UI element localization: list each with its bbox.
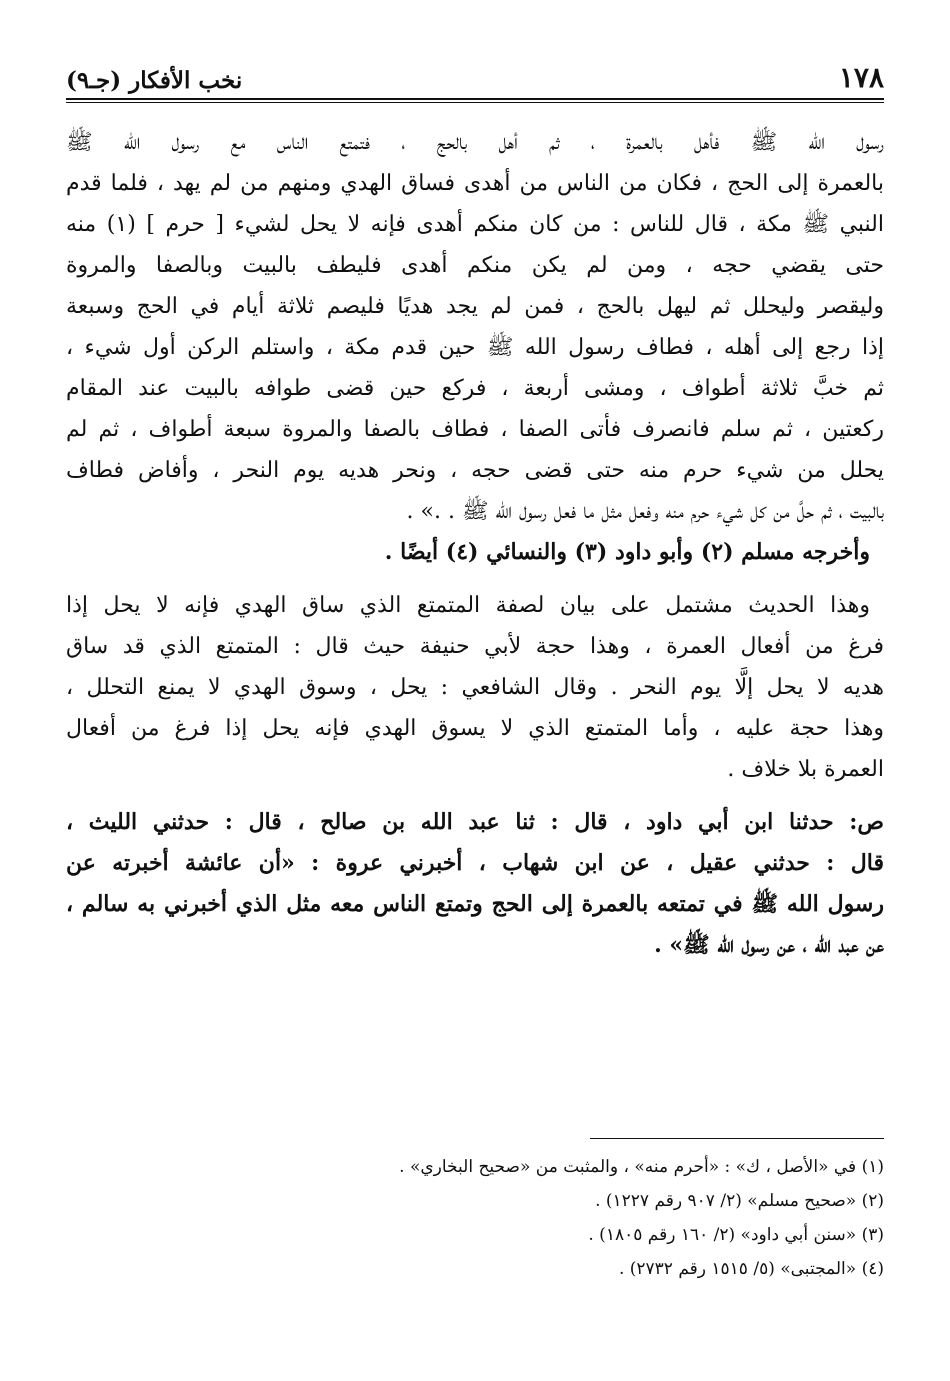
footnote: (١) في «الأصل ، ك» : «أحرم منه» ، والمثبت من «صحيح البخاري» . (399, 1157, 884, 1177)
text-line: بالبيت ، ثم حلَّ من كل شيء حرم منه وفعل مثل ما فعل رسول الله ﷺ . .» . (406, 499, 884, 524)
book-title: نخب الأفكار (جـ٩) (66, 67, 243, 94)
commentary-line: فرغ من أفعال العمرة ، وهذا حجة لأبي حنيفة حيث قال : المتمتع الذي قد ساق (66, 634, 884, 659)
hadith-line: قال : حدثني عقيل ، عن ابن شهاب ، أخبرني عروة : «أن عائشة أخبرته عن (66, 850, 884, 876)
spacer (66, 573, 884, 585)
takhrij-line: وأخرجه مسلم (٢) وأبو داود (٣) والنسائي (٤) أيضًا . (384, 539, 870, 565)
commentary-line: العمرة بلا خلاف . (727, 757, 884, 782)
footnote: (٤) «المجتبى» (٥/ ١٥١٥ رقم ٢٧٣٢) . (618, 1259, 884, 1279)
footnote: (٢) «صحيح مسلم» (٢/ ٩٠٧ رقم ١٢٢٧) . (595, 1191, 884, 1211)
text-line: حتى يقضي حجه ، ومن لم يكن منكم أهدى فليطف بالبيت وبالصفا والمروة (66, 253, 884, 278)
text-line: إذا رجع إلى أهله ، فطاف رسول الله ﷺ حين قدم مكة ، واستلم الركن أول شيء ، (66, 335, 884, 360)
footnote: (٣) «سنن أبي داود» (٢/ ١٦٠ رقم ١٨٠٥) . (588, 1225, 884, 1245)
spacer (66, 790, 884, 802)
commentary-line: وهذا حجة عليه ، وأما المتمتع الذي لا يسوق الهدي فإنه يحل إذا فرغ من أفعال (66, 716, 884, 741)
text-line: النبي ﷺ مكة ، قال للناس : من كان منكم أهدى فإنه لا يحل لشيء [ حرم ] (١) منه (66, 212, 884, 237)
text-line: يحلل من شيء حرم منه حتى قضى حجه ، ونحر هديه يوم النحر ، وأفاض فطاف (66, 458, 884, 483)
hadith-line: ص: حدثنا ابن أبي داود ، قال : ثنا عبد الله بن صالح ، قال : حدثني الليث ، (66, 809, 884, 835)
text-line: وليقصر وليحلل ثم ليهل بالحج ، فمن لم يجد هديًا فليصم ثلاثة أيام في الحج وسبعة (66, 294, 884, 319)
footnote-rule (590, 1138, 884, 1139)
text-line: ثم خبَّ ثلاثة أطواف ، ومشى أربعة ، فركع حين قضى طوافه بالبيت عند المقام (66, 376, 884, 401)
hadith-line: عن عبد الله ، عن رسول الله ﷺ» . (654, 932, 884, 958)
commentary-line: وهذا الحديث مشتمل على بيان لصفة المتمتع الذي ساق الهدي فإنه لا يحل إذا (66, 593, 870, 618)
header-rule-thin (66, 102, 884, 103)
text-line: ركعتين ، ثم سلم فانصرف فأتى الصفا ، فطاف بالصفا والمروة سبعة أطواف ، ثم لم (66, 417, 884, 442)
page-header (66, 50, 884, 94)
text-line: بالعمرة إلى الحج ، فكان من الناس من أهدى فساق الهدي ومنهم من لم يهد ، فلما قدم (66, 171, 884, 196)
footnotes (66, 1150, 884, 1286)
header-rule (66, 98, 884, 100)
page-number: ١٧٨ (838, 61, 884, 94)
text-line: رسول الله ﷺ فأهل بالعمرة ، ثم أهل بالحج ، فتمتع الناس مع رسول الله ﷺ (66, 130, 884, 155)
hadith-line: رسول الله ﷺ في تمتعه بالعمرة إلى الحج وتمتع الناس معه مثل الذي أخبرني به سالم ، (66, 891, 884, 917)
commentary-line: هديه لا يحل إلَّا يوم النحر . وقال الشافعي : يحل ، وسوق الهدي لا يمنع التحلل ، (66, 675, 884, 700)
main-text (66, 122, 884, 966)
